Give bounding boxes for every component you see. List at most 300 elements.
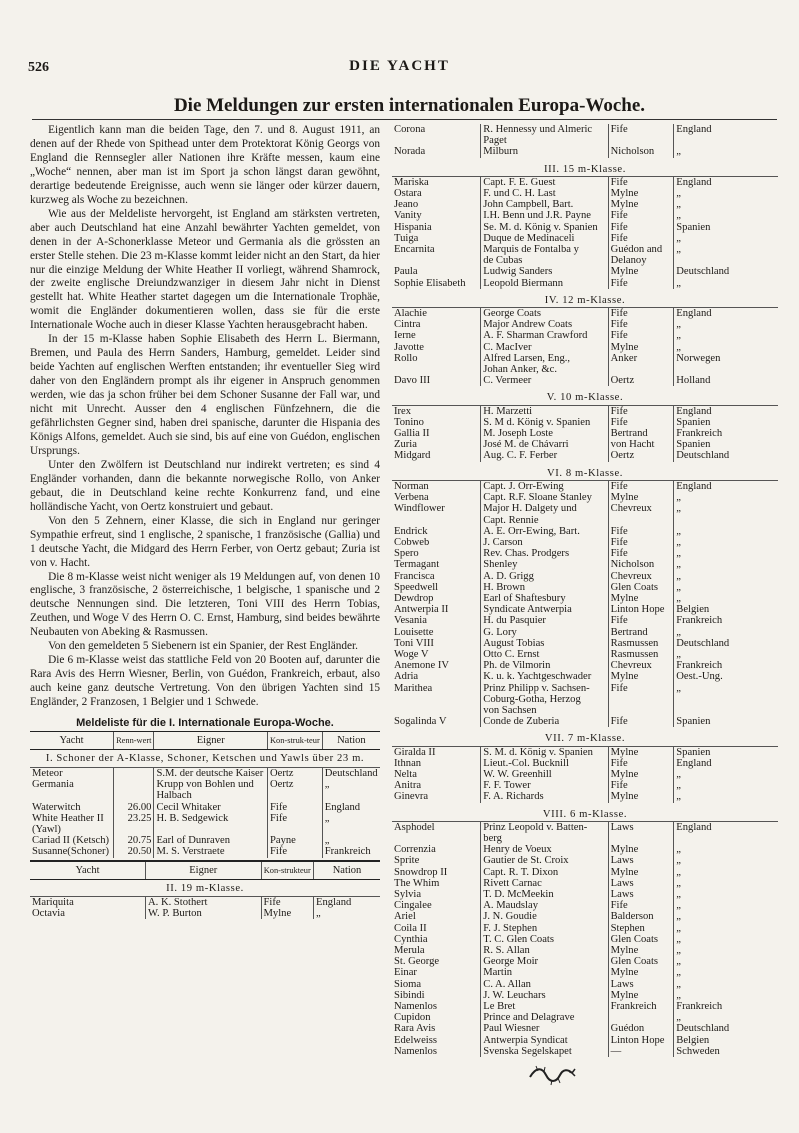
cell-nation: Schweden	[674, 1046, 778, 1057]
cell-nation: „	[674, 548, 778, 559]
cell-yacht: Francisca	[394, 570, 435, 582]
cell-yacht	[392, 705, 481, 716]
cell-konstrukteur: Mylne	[608, 967, 674, 978]
cell-yacht: Einar	[394, 967, 417, 979]
cell-eigner: Henry de Voeux	[481, 844, 608, 855]
cell-eigner: K. u. k. Yachtgeschwader	[481, 671, 608, 682]
cell-rennwert: 23.25	[114, 813, 154, 824]
table-row	[392, 604, 778, 615]
cell-eigner: F. J. Stephen	[481, 923, 608, 934]
table-header-row	[30, 732, 380, 750]
cell-konstrukteur	[608, 515, 674, 526]
cell-nation	[674, 255, 778, 266]
cell-yacht: Woge V	[394, 648, 429, 660]
cell-eigner: Aug. C. F. Ferber	[481, 450, 608, 461]
table-row	[30, 790, 380, 801]
cell-nation: „	[674, 923, 778, 934]
cell-konstrukteur: Fife	[608, 683, 674, 694]
class-heading-row	[392, 390, 778, 405]
cell-nation: „	[674, 244, 778, 255]
table-row	[392, 844, 778, 855]
table-row	[392, 878, 778, 889]
cell-eigner: C. MacIver	[481, 342, 608, 353]
cell-eigner: Halbach	[154, 790, 268, 801]
page-number: 526	[28, 60, 49, 75]
table-row	[392, 855, 778, 866]
class-heading-row	[392, 293, 778, 308]
cell-yacht: Octavia	[32, 908, 65, 920]
cell-nation: England	[674, 480, 778, 492]
cell-eigner: Le Bret	[481, 1001, 608, 1012]
cell-eigner: C. A. Allan	[481, 979, 608, 990]
table-row	[392, 638, 778, 649]
cell-konstrukteur: Rasmussen	[608, 638, 674, 649]
cell-yacht: Termagant	[394, 559, 440, 571]
cell-yacht: Vesania	[394, 615, 427, 627]
cell-nation: Holland	[674, 375, 778, 386]
article-paragraph: Unter den Zwölfern ist Deutschland nur indirekt vertreten; es sind 4 Engländer vorhanden, dann die bekannte norwegische Rollo, von Anker gebaut, die in Deutschland keine rechte Konkurrenz fand, und eine holländische Yacht, von Oertz konstruiert und gebaut.	[30, 458, 380, 513]
entry-list-table-left	[30, 731, 380, 861]
cell-eigner: Syndicate Antwerpia	[481, 604, 608, 615]
cell-eigner: J. Carson	[481, 537, 608, 548]
header-eigner: Eigner	[154, 732, 268, 750]
cell-nation: England	[322, 802, 380, 813]
cell-eigner: Earl of Shaftesbury	[481, 593, 608, 604]
table-row	[392, 1001, 778, 1012]
cell-yacht: Cobweb	[394, 536, 430, 548]
cell-konstrukteur: Oertz	[267, 768, 322, 780]
table-row	[30, 896, 380, 908]
cell-konstrukteur	[608, 135, 674, 146]
cell-yacht: Namenlos	[394, 1001, 437, 1013]
table-row	[392, 439, 778, 450]
cell-eigner: Ludwig Sanders	[481, 266, 608, 277]
cell-konstrukteur: Laws	[608, 878, 674, 889]
cell-eigner: George Moir	[481, 956, 608, 967]
cell-konstrukteur: Fife	[608, 480, 674, 492]
cell-eigner: Conde de Zuberia	[481, 716, 608, 727]
cell-nation: „	[314, 908, 381, 919]
cell-eigner: Cecil Whitaker	[154, 802, 268, 813]
cell-nation: „	[674, 649, 778, 660]
cell-yacht	[392, 833, 481, 844]
cell-yacht: Louisette	[394, 626, 434, 638]
cell-rennwert: 20.75	[114, 835, 154, 846]
cell-konstrukteur: Mylne	[608, 867, 674, 878]
class-heading-row	[392, 731, 778, 746]
cell-yacht	[392, 515, 481, 526]
cell-nation: „	[674, 844, 778, 855]
cell-konstrukteur: Nicholson	[608, 146, 674, 157]
cell-nation	[674, 364, 778, 375]
right-body	[392, 124, 778, 1057]
cell-konstrukteur: Fife	[608, 548, 674, 559]
cell-yacht: Meteor	[32, 768, 63, 780]
cell-nation: Frankreich	[674, 615, 778, 626]
cell-konstrukteur: Mylne	[608, 844, 674, 855]
cell-eigner: W. W. Greenhill	[481, 769, 608, 780]
cell-eigner: R. S. Allan	[481, 945, 608, 956]
cell-eigner: T. D. McMeekin	[481, 889, 608, 900]
table-row	[392, 428, 778, 439]
cell-konstrukteur: Anker	[608, 353, 674, 364]
cell-nation: England	[674, 405, 778, 417]
cell-eigner: J. W. Leuchars	[481, 990, 608, 1001]
cell-nation: „	[674, 537, 778, 548]
cell-yacht: Speedwell	[394, 581, 439, 593]
cell-nation	[674, 515, 778, 526]
cell-eigner: A. D. Grigg	[481, 571, 608, 582]
right-column	[392, 124, 778, 1057]
cell-eigner: A. E. Orr-Ewing, Bart.	[481, 526, 608, 537]
table-row	[392, 593, 778, 604]
cell-nation	[674, 135, 778, 146]
cell-yacht: Vanity	[394, 210, 422, 222]
article-paragraph: Von den gemeldeten 5 Siebenern ist ein Spanier, der Rest Engländer.	[48, 640, 359, 653]
cell-nation: England	[674, 308, 778, 320]
cell-nation: „	[322, 835, 380, 846]
cell-nation: Spanien	[674, 746, 778, 758]
table-row	[30, 768, 380, 780]
cell-konstrukteur: Fife	[608, 615, 674, 626]
cell-konstrukteur: Oertz	[608, 450, 674, 461]
table-row	[392, 821, 778, 833]
cell-nation: Frankreich	[322, 846, 380, 857]
cell-nation: Deutschland	[674, 1023, 778, 1034]
cell-yacht: Correnzia	[394, 844, 436, 856]
cell-nation: „	[674, 492, 778, 503]
title-rule	[32, 119, 777, 120]
cell-konstrukteur: Fife	[608, 330, 674, 341]
cell-eigner: berg	[481, 833, 608, 844]
cell-nation: Spanien	[674, 716, 778, 727]
article-paragraph: Eigentlich kann man die beiden Tage, den 7. und 8. August 1911, an denen auf der Rhede von Spithead unter dem Protektorat König Georgs von England die Rennsegler aller Nationen ihre Kräfte messen, kaum eine „Woche“ nennen, aber man ist im Sport ja schon längst daran gewöhnt, derartige bedeutende Ereignisse, auch wenn sie länger oder kürzer dauern, kurzweg als Woche zu bezeichnen.	[30, 124, 380, 206]
cell-yacht	[392, 694, 481, 705]
cell-nation	[322, 790, 380, 801]
table-row	[392, 649, 778, 660]
cell-eigner: Capt. J. Orr-Ewing	[481, 480, 608, 492]
cell-rennwert	[114, 824, 154, 835]
cell-nation: Frankreich	[674, 1001, 778, 1012]
cell-eigner: G. Lory	[481, 627, 608, 638]
cell-konstrukteur: Mylne	[608, 342, 674, 353]
table-row	[392, 450, 778, 461]
cell-eigner: Ph. de Vilmorin	[481, 660, 608, 671]
cell-yacht: The Whim	[394, 877, 440, 889]
cell-konstrukteur	[608, 1012, 674, 1023]
cell-konstrukteur: Delanoy	[608, 255, 674, 266]
entry-list-table-left-2	[30, 861, 380, 920]
cell-eigner: de Cubas	[481, 255, 608, 266]
cell-yacht: Nelta	[394, 768, 417, 780]
table-row	[392, 503, 778, 514]
cell-eigner: Alfred Larsen, Eng.,	[481, 353, 608, 364]
table-row	[392, 705, 778, 716]
cell-eigner: A. K. Stothert	[146, 896, 262, 908]
cell-nation: „	[674, 1012, 778, 1023]
cell-eigner: H. Marzetti	[481, 405, 608, 417]
cell-eigner: Shenley	[481, 559, 608, 570]
cell-eigner: Paul Wiesner	[481, 1023, 608, 1034]
class-heading: VII. 7 m-Klasse.	[392, 731, 778, 746]
table-row	[392, 548, 778, 559]
cell-eigner: J. N. Goudie	[481, 911, 608, 922]
article-paragraph: In der 15 m-Klasse haben Sophie Elisabeth des Herrn L. Biermann, Bremen, und Paula des Herrn Sanders, Hamburg, gemeldet. Leider sind beide Yachten auf englischen Werften entstanden; ihr eventueller Sieg wird daher von den Engländern prompt als ihr eigener in Anspruch genommen werden, wie das ja schon früher bei dem Schoner Susanne der Fall war, und nicht mit Unrecht. Ausser den 4 englischen Fünfzehnern, die die gefährlichsten Gegner sind, haben drei spanische, darunter die Hispania des Königs Alfons, gemeldet. Auch sie sind, bis auf eine von Guédon, englischen Ursprungs.	[30, 333, 380, 457]
cell-nation: Deutschland	[674, 450, 778, 461]
cell-konstrukteur: Oertz	[608, 375, 674, 386]
cell-konstrukteur: Fife	[608, 537, 674, 548]
cell-rennwert	[114, 790, 154, 801]
cell-eigner: H. B. Sedgewick	[154, 813, 268, 824]
cell-eigner: Capt. R. T. Dixon	[481, 867, 608, 878]
cell-yacht: Alachie	[394, 308, 427, 320]
table-row	[392, 627, 778, 638]
cell-yacht: Ariel	[394, 911, 416, 923]
table-row	[392, 124, 778, 135]
cell-yacht: Edelweiss	[394, 1034, 437, 1046]
cell-eigner: S.M. der deutsche Kaiser	[154, 768, 268, 780]
cell-nation: „	[674, 979, 778, 990]
cell-nation: „	[674, 956, 778, 967]
cell-nation: Deutschland	[322, 768, 380, 780]
cell-konstrukteur: Frankreich	[608, 1001, 674, 1012]
cell-konstrukteur: Chevreux	[608, 571, 674, 582]
cell-yacht: Irex	[394, 405, 412, 417]
cell-rennwert	[114, 779, 154, 790]
cell-konstrukteur: Glen Coats	[608, 956, 674, 967]
cell-konstrukteur: Laws	[608, 855, 674, 866]
cell-eigner: H. du Pasquier	[481, 615, 608, 626]
cell-konstrukteur: Fife	[608, 417, 674, 428]
class2-body	[30, 879, 380, 919]
table-row	[392, 780, 778, 791]
table-row	[392, 582, 778, 593]
cell-nation: „	[674, 627, 778, 638]
article-body	[30, 124, 380, 710]
cell-eigner: Rev. Chas. Prodgers	[481, 548, 608, 559]
cell-konstrukteur: Mylne	[608, 769, 674, 780]
cell-eigner: C. Vermeer	[481, 375, 608, 386]
table-row	[392, 1012, 778, 1023]
table-row	[392, 990, 778, 1001]
table-row	[392, 308, 778, 320]
cell-yacht: Coila II	[394, 922, 427, 934]
cell-eigner: H. Brown	[481, 582, 608, 593]
cell-konstrukteur: Nicholson	[608, 559, 674, 570]
cell-nation: Belgien	[674, 1035, 778, 1046]
cell-konstrukteur	[608, 694, 674, 705]
cell-yacht	[30, 790, 114, 801]
cell-nation	[322, 824, 380, 835]
class-heading-row	[392, 466, 778, 481]
cell-nation: „	[674, 278, 778, 289]
cell-nation	[674, 705, 778, 716]
cell-eigner: S. M d. König v. Spanien	[481, 417, 608, 428]
table-row	[392, 255, 778, 266]
cell-eigner: Paget	[481, 135, 608, 146]
header-yacht: Yacht	[30, 732, 114, 750]
class-heading-row	[30, 750, 380, 768]
header-eigner: Eigner	[146, 861, 262, 879]
table-row	[392, 176, 778, 188]
cell-yacht: Encarnita	[394, 244, 435, 256]
table-row	[392, 537, 778, 548]
table-row	[392, 571, 778, 582]
cell-konstrukteur: Fife	[608, 176, 674, 188]
left-column	[30, 124, 380, 919]
cell-nation: „	[674, 878, 778, 889]
cell-eigner: T. C. Glen Coats	[481, 934, 608, 945]
cell-nation: „	[674, 571, 778, 582]
article-paragraph: Die 8 m-Klasse weist nicht weniger als 19 Meldungen auf, von denen 10 englische, 3 französische, 2 österreichische, 1 belgische, 1 spanische und 2 deutsche Nennungen sind. Die letzteren, Toni VIII des Herrn Tobias, Zeuthen, und Woge V des Herrn O. C. Ernst, Hamburg, sind beides bewährte Neubauten von Abeking & Rasmussen.	[30, 570, 380, 639]
cell-eigner: Capt. R.F. Sloane Stanley	[481, 492, 608, 503]
cell-konstrukteur: Stephen	[608, 923, 674, 934]
header-konstrukteur: Kon-strukteur	[261, 861, 314, 879]
cell-konstrukteur: Mylne	[608, 945, 674, 956]
table-row	[392, 758, 778, 769]
cell-eigner: I.H. Benn und J.R. Payne	[481, 210, 608, 221]
cell-konstrukteur: Mylne	[261, 908, 314, 919]
table-row	[392, 146, 778, 157]
cell-eigner: M. S. Verstraete	[154, 846, 268, 857]
cell-konstrukteur: Laws	[608, 889, 674, 900]
cell-eigner: August Tobias	[481, 638, 608, 649]
cell-yacht: Namenlos	[394, 1045, 437, 1057]
cell-konstrukteur	[608, 833, 674, 844]
cell-nation: „	[674, 526, 778, 537]
cell-yacht: White Heather II	[32, 812, 104, 824]
cell-yacht: Anemone IV	[394, 660, 450, 672]
table-row	[392, 364, 778, 375]
cell-nation: England	[674, 124, 778, 135]
table-row	[30, 813, 380, 824]
cell-eigner: A. Maudslay	[481, 900, 608, 911]
cell-yacht: Mariska	[394, 176, 429, 188]
cell-nation: „	[674, 867, 778, 878]
cell-yacht: Snowdrop II	[394, 866, 448, 878]
cell-yacht: Marithea	[394, 682, 433, 694]
cell-konstrukteur: Fife	[608, 124, 674, 135]
cell-nation: „	[674, 593, 778, 604]
cell-konstrukteur: Linton Hope	[608, 604, 674, 615]
cell-eigner: Capt. Rennie	[481, 515, 608, 526]
table-row	[392, 746, 778, 758]
cell-nation: „	[674, 559, 778, 570]
class1-body	[30, 750, 380, 861]
cell-nation: England	[674, 821, 778, 833]
table-row	[392, 492, 778, 503]
article-title: Die Meldungen zur ersten internationalen Europa-Woche.	[173, 95, 646, 116]
cell-eigner: Gautier de St. Croix	[481, 855, 608, 866]
cell-yacht: Tuiga	[394, 232, 419, 244]
cell-rennwert	[114, 768, 154, 780]
cell-nation: „	[674, 582, 778, 593]
cell-eigner: Prinz Philipp v. Sachsen-	[481, 683, 608, 694]
cell-yacht: (Yawl)	[32, 824, 61, 836]
table-row	[392, 330, 778, 341]
cell-eigner: Major Andrew Coats	[481, 319, 608, 330]
cell-eigner: Rivett Carnac	[481, 878, 608, 889]
table-row	[392, 199, 778, 210]
cell-nation: „	[674, 342, 778, 353]
table-row	[392, 956, 778, 967]
cell-eigner: Duque de Medinaceli	[481, 233, 608, 244]
table-row	[392, 559, 778, 570]
cell-konstrukteur: Fife	[608, 780, 674, 791]
cell-nation: „	[674, 330, 778, 341]
cell-eigner: Otto C. Ernst	[481, 649, 608, 660]
table-row	[392, 353, 778, 364]
cell-konstrukteur: Mylne	[608, 990, 674, 1001]
cell-konstrukteur: Guédon and	[608, 244, 674, 255]
running-title: DIE YACHT	[349, 58, 450, 74]
cell-eigner: Prinz Leopold v. Batten-	[481, 821, 608, 833]
cell-konstrukteur: Mylne	[608, 492, 674, 503]
cell-nation: „	[674, 990, 778, 1001]
cell-konstrukteur: Fife	[608, 900, 674, 911]
table-row	[392, 979, 778, 990]
cell-yacht: Ostara	[394, 188, 422, 200]
header-konstrukteur: Kon-struk-teur	[267, 732, 322, 750]
cell-nation: „	[674, 146, 778, 157]
cell-yacht: Sogalinda V	[394, 716, 447, 728]
cell-konstrukteur: Fife	[608, 278, 674, 289]
cell-konstrukteur: Fife	[608, 233, 674, 244]
table-row	[392, 791, 778, 802]
cell-nation: „	[674, 188, 778, 199]
table-row	[392, 188, 778, 199]
table-row	[30, 835, 380, 846]
cell-nation: England	[314, 896, 381, 908]
cell-konstrukteur: Fife	[267, 802, 322, 813]
cell-konstrukteur: Fife	[267, 813, 322, 824]
cell-nation: „	[674, 199, 778, 210]
cell-eigner: Se. M. d. König v. Spanien	[481, 222, 608, 233]
table-row	[392, 945, 778, 956]
article-paragraph: Wie aus der Meldeliste hervorgeht, ist England am stärksten vertreten, aber auch Deutschland hat eine Anzahl bewährter Yachten gemeldet, von denen in der A-Schonerklasse Meteor und Germania als die grössten an erster Stelle stehen. Die 23 m-Klasse kommt leider nicht an den Start, da hier nur die einzige Meldung der White Heather II vorliegt, während Shamrock, der zweite englische Dreiundzwanziger in diesem Jahr nicht in Dienst gestellt hat. White Heather startet dagegen um die Internationale Trophäe, womit die Engländer dokumentieren wollen, dass sie für die erste Internationale Woche auch in dieser Klasse Yachten herausgebracht haben.	[30, 207, 380, 332]
cell-eigner: M. Joseph Loste	[481, 428, 608, 439]
cell-nation: Deutschland	[674, 638, 778, 649]
cell-yacht: Dewdrop	[394, 592, 434, 604]
cell-konstrukteur: Fife	[608, 222, 674, 233]
cell-nation: Spanien	[674, 439, 778, 450]
cell-konstrukteur: Bertrand	[608, 627, 674, 638]
cell-eigner: Krupp von Bohlen und	[154, 779, 268, 790]
table-row	[392, 615, 778, 626]
class-heading-row	[30, 879, 380, 896]
header-nation: Nation	[314, 861, 381, 879]
cell-yacht: Sioma	[394, 978, 422, 990]
cell-nation: Spanien	[674, 222, 778, 233]
cell-eigner: W. P. Burton	[146, 908, 262, 919]
cell-yacht: Sibindi	[394, 989, 425, 1001]
cell-nation: England	[674, 176, 778, 188]
cell-konstrukteur: Fife	[608, 526, 674, 537]
table-row	[392, 405, 778, 417]
cell-yacht: Paula	[394, 266, 418, 278]
cell-yacht: Asphodel	[394, 821, 435, 833]
cell-konstrukteur: Linton Hope	[608, 1035, 674, 1046]
entry-list-table-right	[392, 124, 778, 1057]
cell-eigner: José M. de Chávarri	[481, 439, 608, 450]
cell-eigner: F. und C. H. Last	[481, 188, 608, 199]
table-row	[392, 867, 778, 878]
cell-yacht: Zuria	[394, 439, 417, 451]
table-row	[392, 833, 778, 844]
cell-nation: Oest.-Ung.	[674, 671, 778, 682]
cell-nation: „	[674, 900, 778, 911]
cell-konstrukteur	[608, 705, 674, 716]
